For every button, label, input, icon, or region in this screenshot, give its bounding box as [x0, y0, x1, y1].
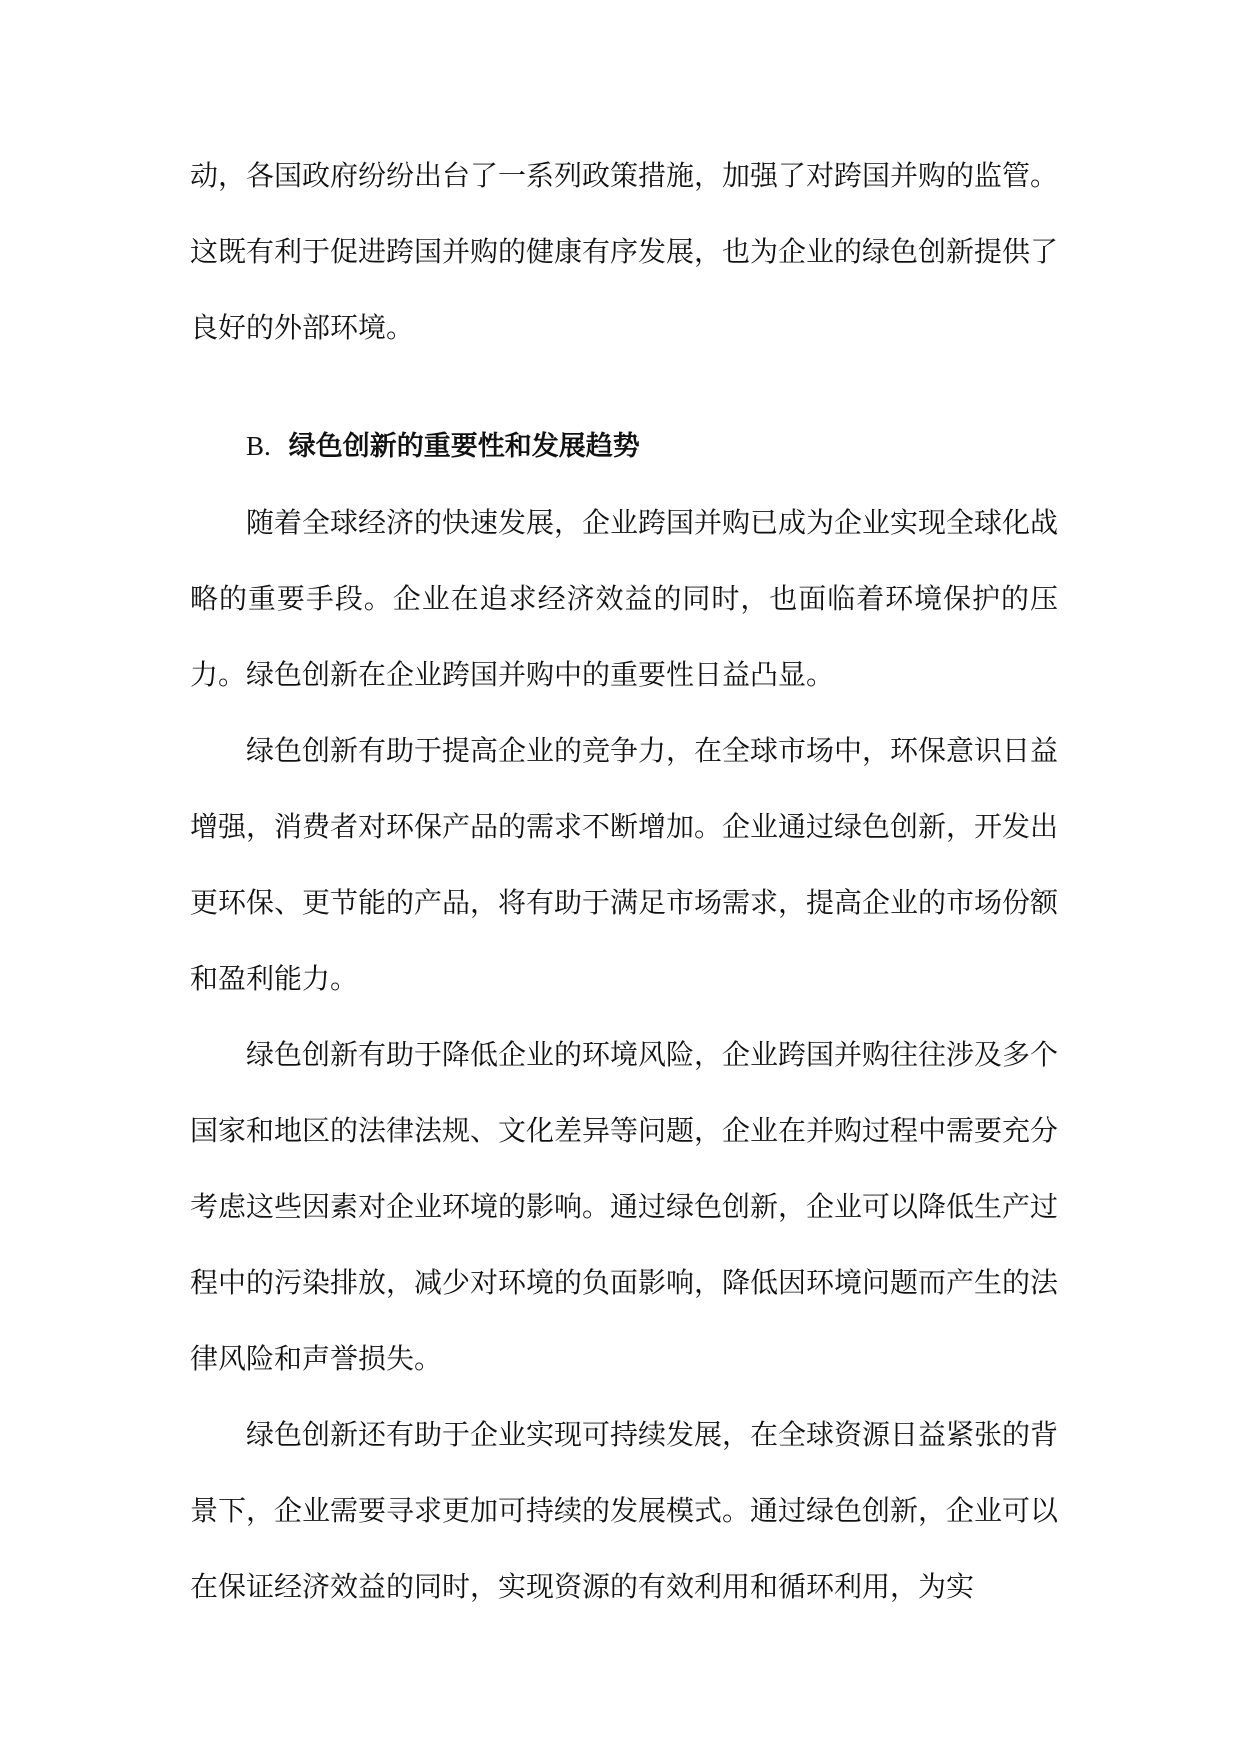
document-body	[190, 138, 1058, 1625]
paragraph-2: 绿色创新有助于提高企业的竞争力，在全球市场中，环保意识日益增强，消费者对环保产品的需求不断增加。企业通过绿色创新，开发出更环保、更节能的产品，将有助于满足市场需求，提高企业的市场份额和盈利能力。	[190, 734, 1059, 995]
intro-paragraph: 动，各国政府纷纷出台了一系列政策措施，加强了对跨国并购的监管。这既有利于促进跨国并购的健康有序发展，也为企业的绿色创新提供了良好的外部环境。	[190, 159, 1059, 344]
paragraph-4: 绿色创新还有助于企业实现可持续发展，在全球资源日益紧张的背景下，企业需要寻求更加可持续的发展模式。通过绿色创新，企业可以在保证经济效益的同时，实现资源的有效利用和循环利用，为实	[190, 1418, 1059, 1603]
paragraph-3: 绿色创新有助于降低企业的环境风险，企业跨国并购往往涉及多个国家和地区的法律法规、文化差异等问题，企业在并购过程中需要充分考虑这些因素对企业环境的影响。通过绿色创新，企业可以降低生产过程中的污染排放，减少对环境的负面影响，降低因环境问题而产生的法律风险和声誉损失。	[190, 1038, 1059, 1375]
section-number: B.	[246, 431, 271, 461]
section-heading	[190, 408, 1058, 485]
paragraph-1: 随着全球经济的快速发展，企业跨国并购已成为企业实现全球化战略的重要手段。企业在追求经济效益的同时，也面临着环境保护的压力。绿色创新在企业跨国并购中的重要性日益凸显。	[190, 506, 1059, 691]
section-title: 绿色创新的重要性和发展趋势	[288, 431, 640, 462]
